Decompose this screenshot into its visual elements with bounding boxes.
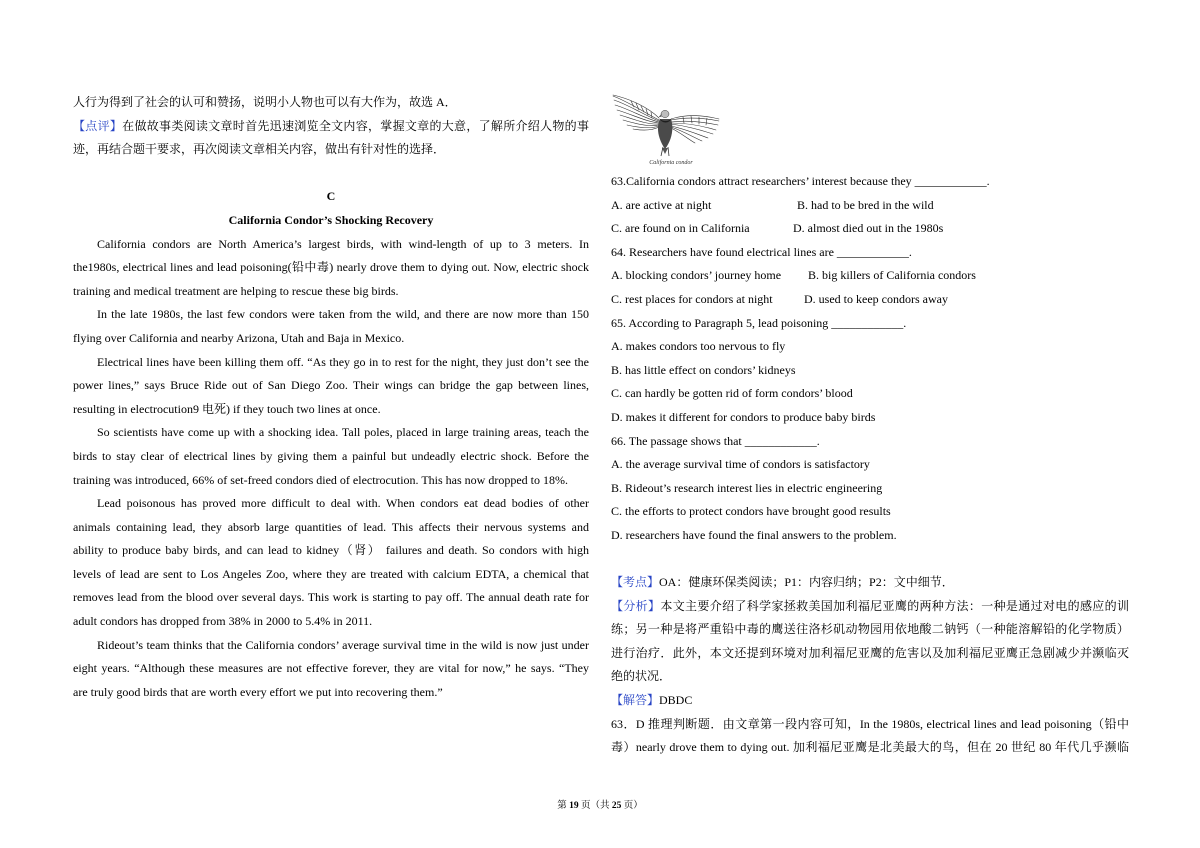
explanation-line: 63．D 推理判断题．由文章第一段内容可知，In the 1980s, electrical lines and lead poisoning（铅中 xyxy=(611,716,1129,731)
condor-illustration xyxy=(611,92,721,168)
question-stem: 64. Researchers have found electrical lines are ____________. xyxy=(611,244,912,259)
option-row xyxy=(611,194,1129,218)
test-point-tag: 【考点】 xyxy=(611,575,660,590)
page-footer xyxy=(0,799,1200,813)
previous-answer-line: 人行为得到了社会的认可和赞扬，说明小人物也可以有大作为，故选 A． xyxy=(73,95,457,109)
option-a[interactable]: A. makes condors too nervous to fly xyxy=(611,339,786,354)
section-letter: C xyxy=(326,189,336,204)
blank-line xyxy=(611,548,1129,572)
passage-line: training was introduced, 66% of set-freed condors died of electrocution. This has now dropped to 18%. xyxy=(73,472,568,487)
passage-line: In the late 1980s, the last few condors were taken from the wild, and there are now more than 150 xyxy=(97,307,589,322)
passage-line: are truly good birds that are worth every effort we put into recovering them.” xyxy=(73,684,443,699)
test-point-line xyxy=(611,571,1129,595)
passage-line: So scientists have come up with a shocking idea. Tall poles, placed in large training areas, teach the xyxy=(97,425,589,440)
question-66 xyxy=(611,430,1129,548)
option-d[interactable]: D. makes it different for condors to produce baby birds xyxy=(611,409,876,424)
option-c[interactable]: C. rest places for condors at night xyxy=(611,291,773,306)
explanation-block xyxy=(611,713,1129,760)
figure-caption: California condor xyxy=(649,160,693,166)
passage-line: levels of lead are sent to Los Angeles Zoo, where they are treated with calcium EDTA, a chemical that xyxy=(73,566,589,581)
question-63 xyxy=(611,170,1129,241)
analysis-line: 进行治疗．此外，本文还提到环境对加利福尼亚鹰的危害以及加利福尼亚鹰正急剧减少并濒临灭 xyxy=(611,645,1129,660)
passage-line: birds to stay clear of electrical lines by giving them a painful but undeadly electric shock. Before the xyxy=(73,448,589,463)
option-row xyxy=(611,288,1129,312)
option-c[interactable]: C. can hardly be gotten rid of form condors’ blood xyxy=(611,386,853,401)
option-row xyxy=(611,264,1129,288)
passage-line: Rideout’s team thinks that the California condors’ average survival time in the wild is now just under xyxy=(97,637,589,652)
passage-line: Electrical lines have been killing them off. “As they go in to rest for the night, they just don’t see the xyxy=(97,354,589,369)
comment-text: 在做故事类阅读文章时首先迅速浏览全文内容，掌握文章的大意，了解所介绍人物的事 xyxy=(122,118,589,133)
option-b[interactable]: B. had to be bred in the wild xyxy=(797,197,934,212)
option-d[interactable]: D. researchers have found the final answers to the problem. xyxy=(611,527,897,542)
passage-line: ability to produce baby birds, and can lead to kidney（肾） failures and death. So condors with high xyxy=(73,543,589,558)
option-a[interactable]: A. blocking condors’ journey home xyxy=(611,268,782,283)
passage-line: eight years. “Although these measures are not effective forever, they are vital for now,” he says. “They xyxy=(73,661,589,676)
question-65 xyxy=(611,312,1129,430)
option-row xyxy=(611,217,1129,241)
condor-drawing xyxy=(611,92,721,168)
passage-line: the1980s, electrical lines and lead poisoning(铅中毒) nearly drove them to dying out. Now, electric shock xyxy=(73,260,589,275)
right-column xyxy=(611,170,1129,760)
passage-line: adult condors has dropped from 38% in 2000 to 5.4% in 2011. xyxy=(73,614,373,629)
passage-line: removes lead from the blood over several days. This work is starting to pay off. The annual death rate for xyxy=(73,590,589,605)
analysis-line: 绝的状况． xyxy=(611,669,672,684)
analysis-line xyxy=(611,595,1129,619)
passage-line: training and medical treatment are helping to rescue these big birds. xyxy=(73,283,399,298)
page-number: 19 xyxy=(569,801,579,811)
option-b[interactable]: B. has little effect on condors’ kidneys xyxy=(611,362,796,377)
footer-middle: 页（共 xyxy=(580,801,610,811)
answer-tag: 【解答】 xyxy=(611,693,660,708)
footer-prefix: 第 xyxy=(557,801,567,811)
question-stem: 65. According to Paragraph 5, lead poisoning ____________. xyxy=(611,315,907,330)
passage-paragraph xyxy=(73,303,589,350)
passage-line: California condors are North America’s largest birds, with wind-length of up to 3 meters. In xyxy=(97,236,589,251)
analysis-line: 练；另一种是将严重铅中毒的鹰送往洛杉矶动物园用依地酸二钠钙（一种能溶解铅的化学物质） xyxy=(611,622,1129,637)
passage-line: animals containing lead, they absorb large quantities of lead. This affects their nervous systems and xyxy=(73,519,589,534)
passage-paragraph xyxy=(73,634,589,705)
analysis-text: 本文主要介绍了科学家拯救美国加利福尼亚鹰的两种方法：一种是通过对电的感应的训 xyxy=(660,598,1129,613)
comment-line xyxy=(73,115,589,139)
option-a[interactable]: A. the average survival time of condors is satisfactory xyxy=(611,457,870,472)
passage-line: resulting in electrocution9 电死) if they touch two lines at once. xyxy=(73,401,381,416)
option-d[interactable]: D. used to keep condors away xyxy=(804,291,948,306)
passage-title: California Condor’s Shocking Recovery xyxy=(228,212,434,227)
question-64 xyxy=(611,241,1129,312)
passage-line: power lines,” says Bruce Ride out of San Diego Zoo. Their wings can bridge the gap between lines, xyxy=(73,378,589,393)
passage-paragraph xyxy=(73,233,589,304)
question-stem: 66. The passage shows that ____________. xyxy=(611,433,820,448)
passage-line: Lead poisonous has proved more difficult to deal with. When condors eat dead bodies of other xyxy=(97,496,589,511)
option-b[interactable]: B. Rideout’s research interest lies in electric engineering xyxy=(611,480,883,495)
passage-paragraph xyxy=(73,421,589,492)
question-stem: 63.California condors attract researchers’ interest because they ____________. xyxy=(611,174,990,188)
comment-line: 迹，再结合题干要求，再次阅读文章相关内容，做出有针对性的选择． xyxy=(73,142,446,157)
passage-paragraph xyxy=(73,351,589,422)
answer-line xyxy=(611,689,1129,713)
option-b[interactable]: B. big killers of California condors xyxy=(808,268,976,283)
footer-suffix: 页） xyxy=(623,801,643,811)
option-c[interactable]: C. are found on in California xyxy=(611,221,750,236)
answer-text: DBDC xyxy=(659,693,693,708)
option-d[interactable]: D. almost died out in the 1980s xyxy=(793,221,944,236)
left-column xyxy=(73,91,589,704)
test-point-text: OA：健康环保类阅读；P1：内容归纳；P2：文中细节． xyxy=(659,575,954,590)
passage-line: flying over California and nearby Arizona, Utah and Baja in Mexico. xyxy=(73,330,405,345)
option-a[interactable]: A. are active at night xyxy=(611,197,712,212)
total-pages: 25 xyxy=(611,801,622,811)
analysis-block xyxy=(611,595,1129,689)
option-c[interactable]: C. the efforts to protect condors have brought good results xyxy=(611,504,891,519)
analysis-tag: 【分析】 xyxy=(611,598,661,613)
comment-tag: 【点评】 xyxy=(73,118,123,133)
passage-paragraph xyxy=(73,492,589,634)
explanation-line: 毒）nearly drove them to dying out. 加利福尼亚鹰是北美最大的鸟，但在 20 世纪 80 年代几乎濒临 xyxy=(611,740,1129,755)
blank-line xyxy=(73,162,589,186)
